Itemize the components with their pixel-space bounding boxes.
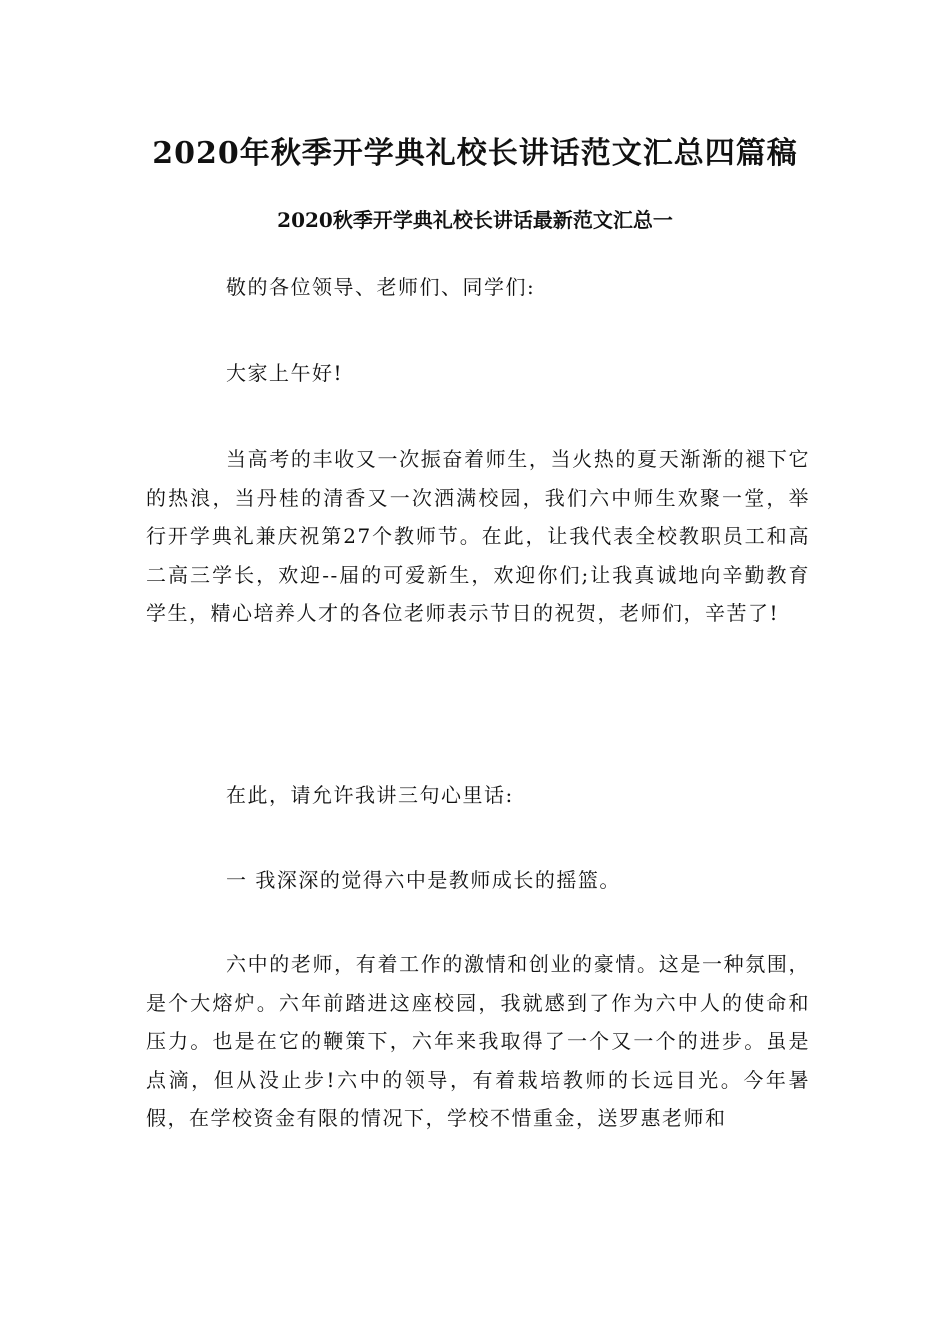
paragraph-intro-points: 在此，请允许我讲三句心里话:: [226, 783, 514, 807]
document-title: 2020年秋季开学典礼校长讲话范文汇总四篇稿: [152, 136, 798, 171]
paragraph-teachers: 六中的老师，有着工作的激情和创业的豪情。这是一种氛围，是个大熔炉。六年前踏进这座校园，我就感到了作为六中人的使命和压力。也是在它的鞭策下，六年来我取得了一个又一个的进步。虽是点滴，但从没止步!六中的领导，有着栽培教师的长远目光。今年暑假，在学校资金有限的情况下，学校不惜重金，送罗惠老师和: [146, 952, 810, 1130]
document-subtitle: 2020秋季开学典礼校长讲话最新范文汇总一: [277, 208, 673, 232]
paragraph-greeting: 敬的各位领导、老师们、同学们:: [226, 275, 536, 299]
paragraph-salutation: 大家上午好!: [226, 361, 344, 385]
paragraph-point-one: 一 我深深的觉得六中是教师成长的摇篮。: [226, 868, 621, 892]
paragraph-opening: 当高考的丰收又一次振奋着师生，当火热的夏天渐渐的褪下它的热浪，当丹桂的清香又一次洒满校园，我们六中师生欢聚一堂，举行开学典礼兼庆祝第27个教师节。在此，让我代表全校教职员工和高二高三学长，欢迎--届的可爱新生，欢迎你们;让我真诚地向辛勤教育学生，精心培养人才的各位老师表示节日的祝贺，老师们，辛苦了!: [146, 447, 810, 625]
